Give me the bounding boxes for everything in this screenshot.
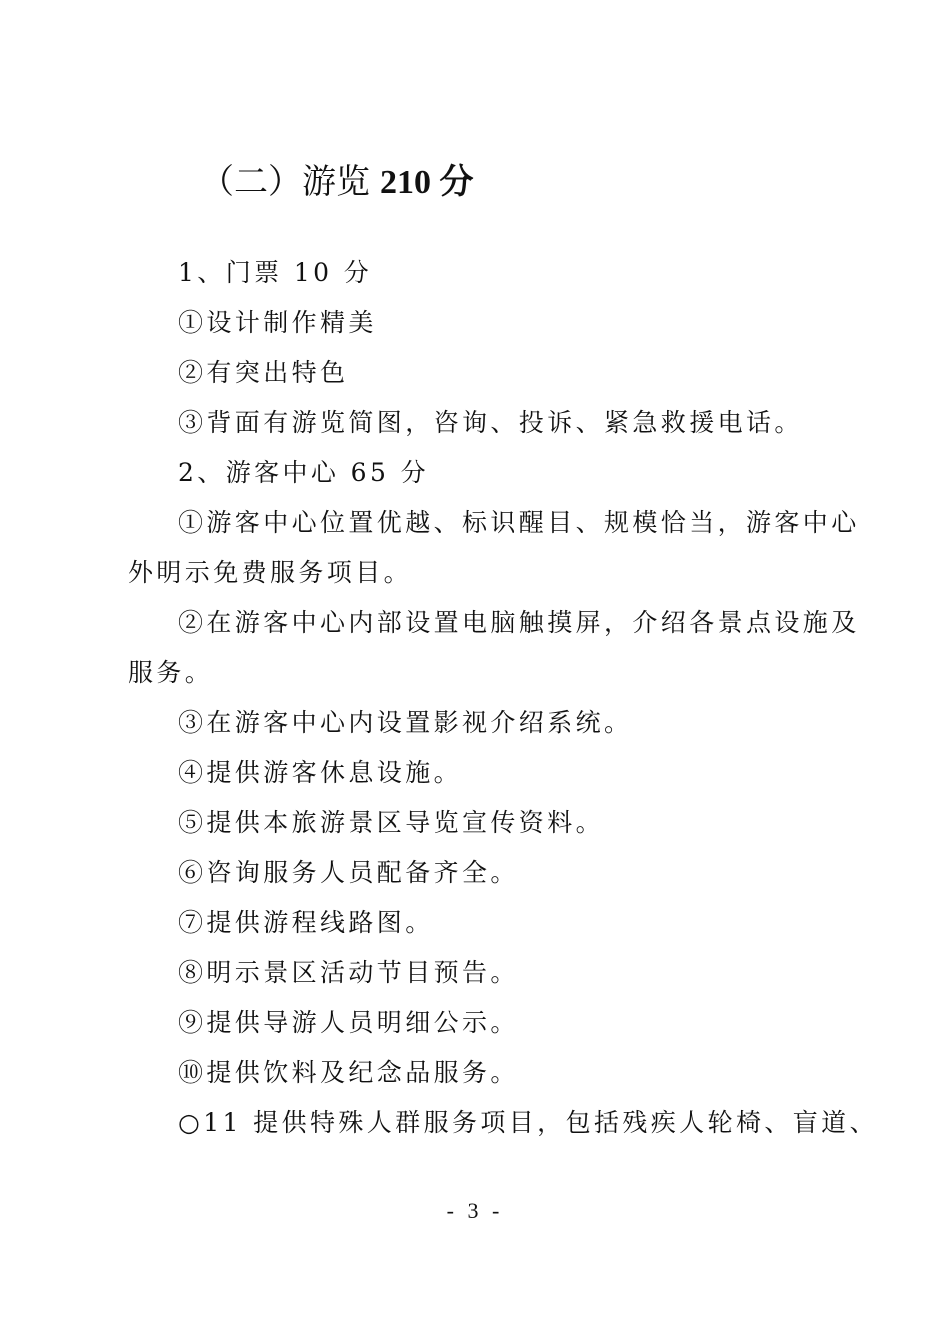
paragraph-line: ○11 提供特殊人群服务项目，包括残疾人轮椅、盲道、 <box>178 1108 878 1137</box>
paragraph-line: ③在游客中心内设置影视介绍系统。 <box>178 708 633 737</box>
section-heading-title: （二）游览 <box>200 162 370 202</box>
paragraph-line: ①设计制作精美 <box>178 308 377 337</box>
paragraph-line: 1、门票 10 分 <box>178 258 373 287</box>
page-number: - 3 - <box>446 1198 504 1223</box>
paragraph-line: 服务。 <box>128 658 214 687</box>
paragraph-line: ⑨提供导游人员明细公示。 <box>178 1008 519 1037</box>
paragraph-line: ⑤提供本旅游景区导览宣传资料。 <box>178 808 605 837</box>
body-text <box>128 248 878 1148</box>
paragraph-line: 外明示免费服务项目。 <box>128 558 413 587</box>
paragraph-line: ②有突出特色 <box>178 358 349 387</box>
section-heading-score: 210 分 <box>380 164 474 201</box>
paragraph-line: ⑧明示景区活动节目预告。 <box>178 958 519 987</box>
paragraph-line: ④提供游客休息设施。 <box>178 758 463 787</box>
paragraph-line: ③背面有游览简图，咨询、投诉、紧急救援电话。 <box>178 408 803 437</box>
paragraph-line: 2、游客中心 65 分 <box>178 458 430 487</box>
paragraph-line: ⑥咨询服务人员配备齐全。 <box>178 858 519 887</box>
paragraph-line: ①游客中心位置优越、标识醒目、规模恰当，游客中心 <box>178 508 860 537</box>
paragraph-line: ②在游客中心内部设置电脑触摸屏，介绍各景点设施及 <box>178 608 860 637</box>
section-heading <box>200 156 474 209</box>
paragraph-line: ⑦提供游程线路图。 <box>178 908 434 937</box>
paragraph-line: ⑩提供饮料及纪念品服务。 <box>178 1058 519 1087</box>
